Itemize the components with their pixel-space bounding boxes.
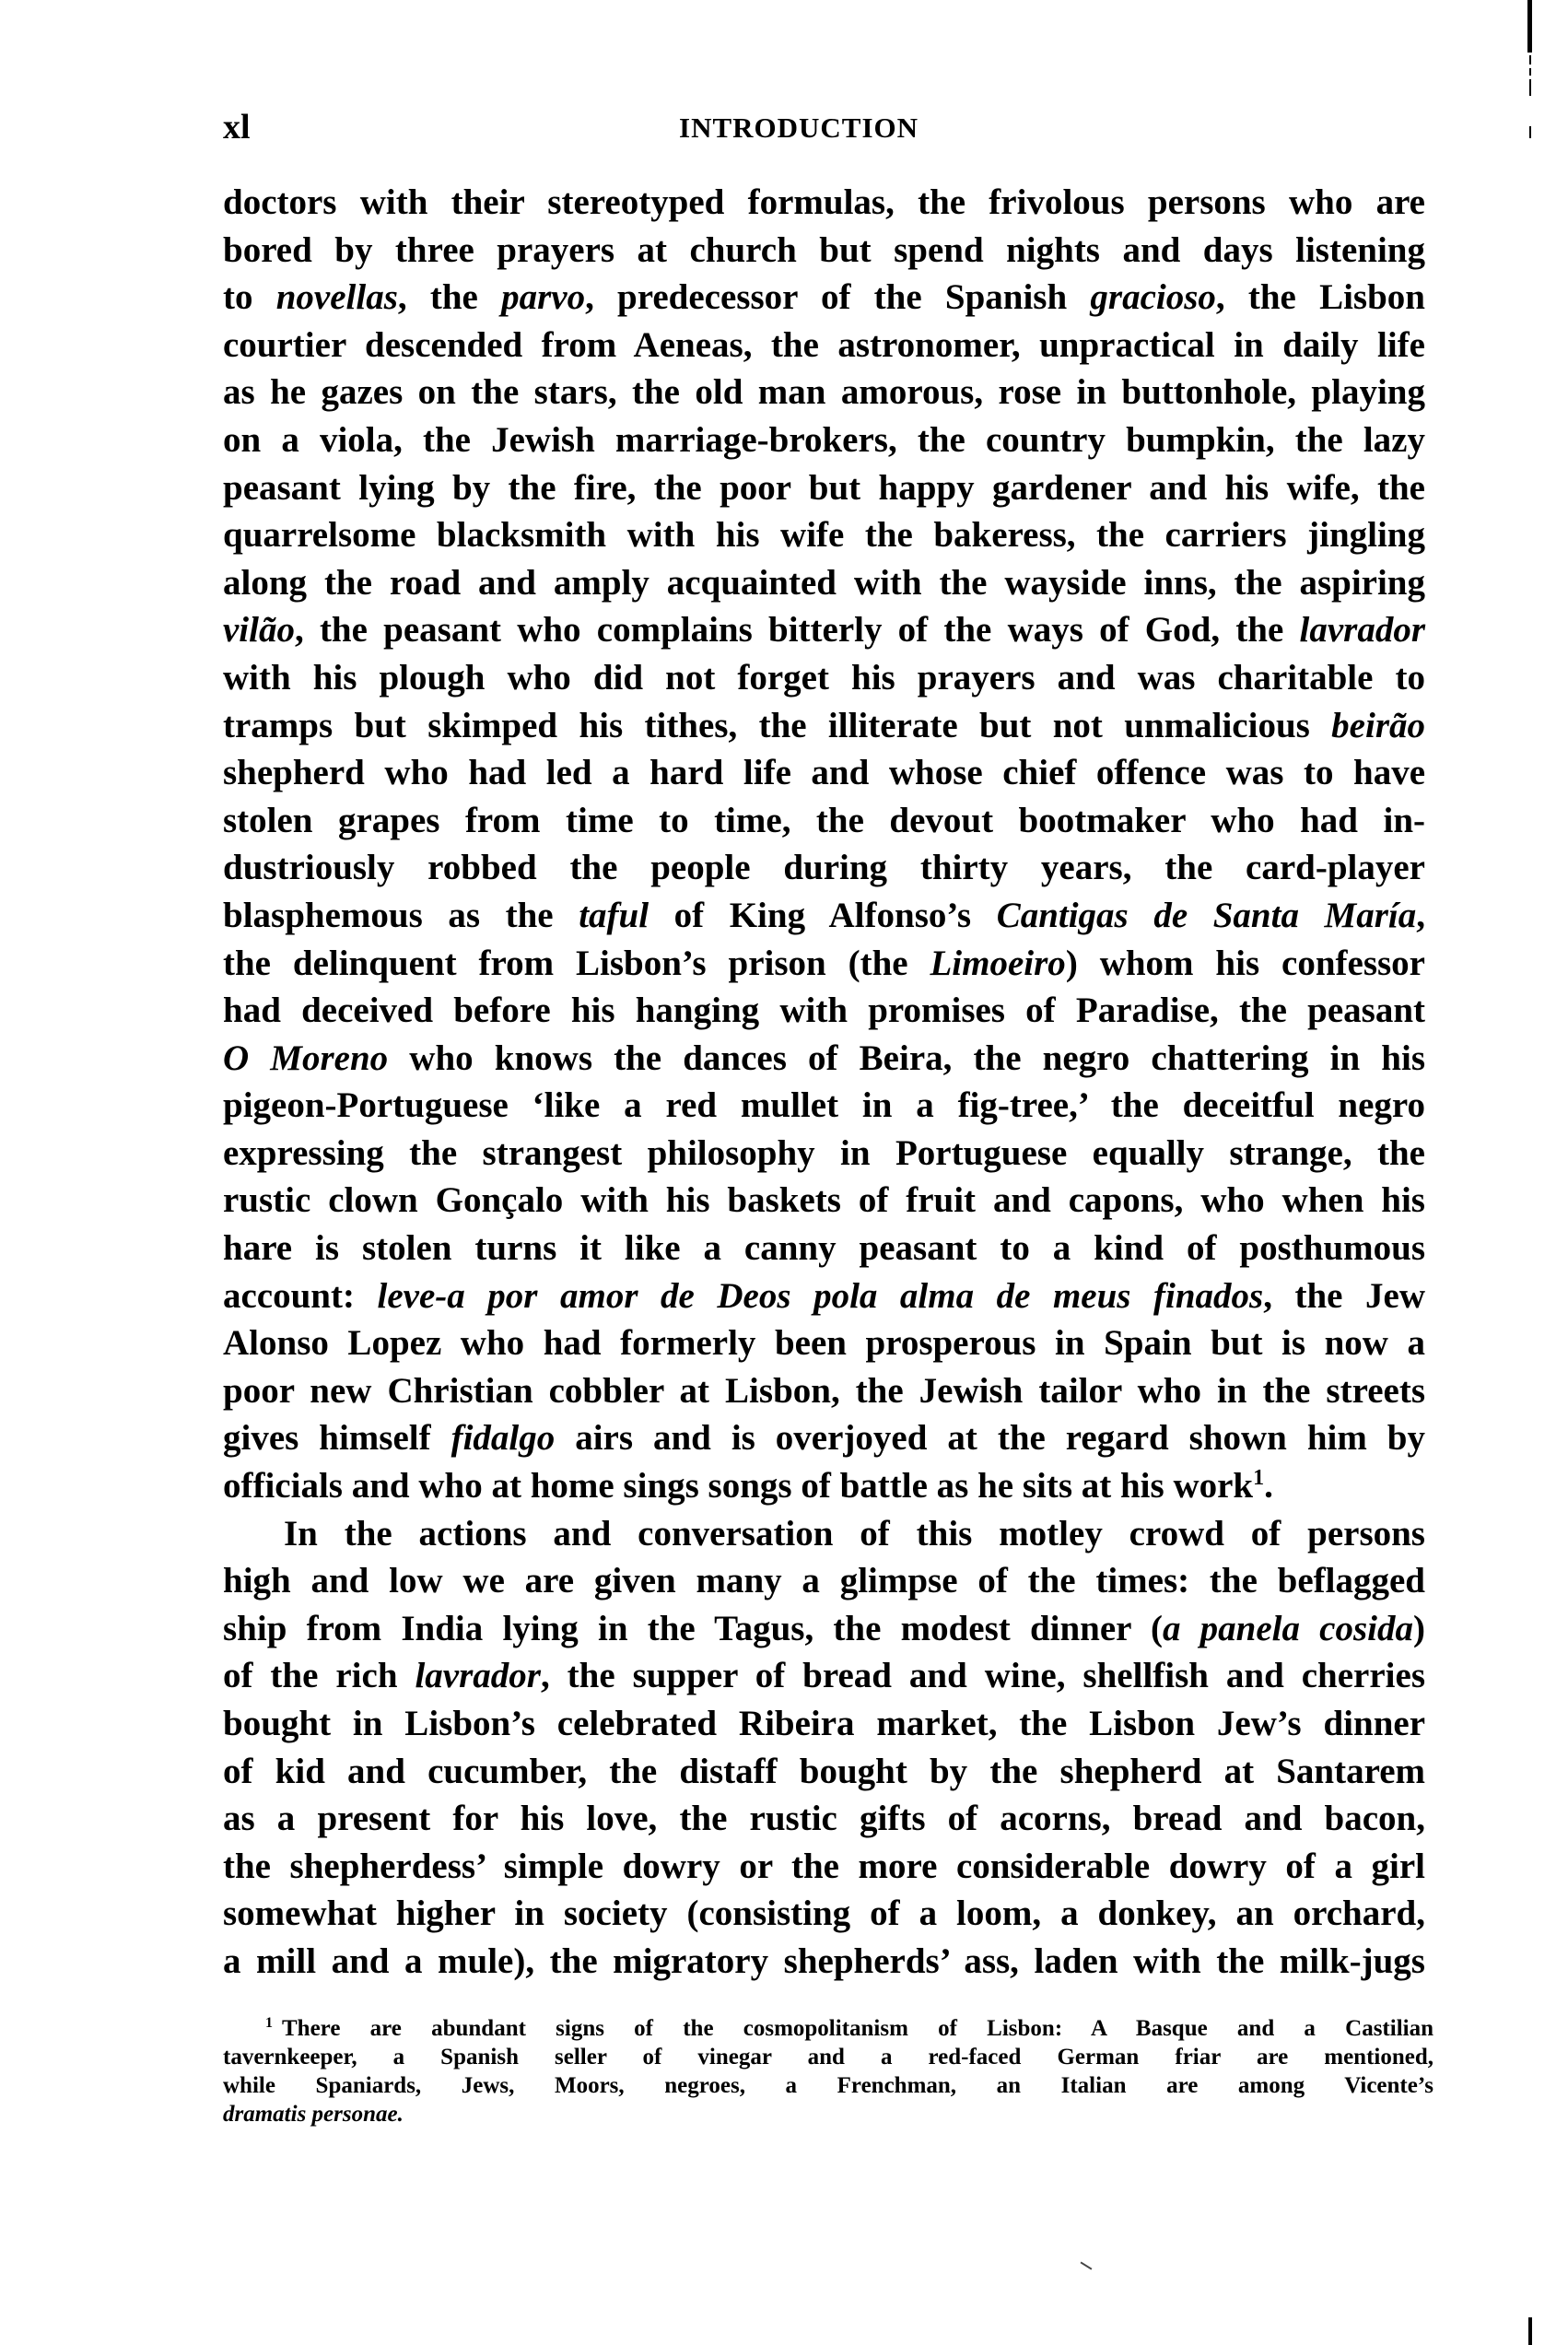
text-run: of King Alfonso’s [649, 895, 997, 935]
text-run: , the supper of bread and wine, shellfish and cherries [540, 1656, 1425, 1696]
text-run: , the Lisbon [1215, 277, 1425, 318]
scan-edge-mark [1529, 68, 1531, 76]
footnote [223, 2014, 1433, 2128]
scan-edge-mark [1528, 2317, 1532, 2345]
text-line [223, 1319, 1425, 1367]
text-line [223, 940, 1425, 988]
text-line [223, 844, 1425, 892]
text-line [223, 1225, 1425, 1272]
footnote-marker: 1 [265, 2015, 273, 2031]
scan-edge-mark [1529, 79, 1531, 96]
italic-phrase: lavrador [415, 1656, 541, 1696]
text-line [223, 1748, 1425, 1796]
text-run: , the peasant who complains bitterly of the ways of God, the [294, 610, 1300, 651]
text-line [223, 511, 1425, 559]
text-line [223, 1795, 1425, 1843]
text-line [223, 1557, 1425, 1605]
text-run: airs and is overjoyed at the regard shown him by [555, 1418, 1425, 1459]
text-run: with his plough who did not forget his prayers and was charitable to [223, 657, 1425, 698]
text-line [223, 1130, 1425, 1178]
text-run: of kid and cucumber, the distaff bought by the shepherd at Santarem [223, 1751, 1425, 1791]
text-line [223, 606, 1425, 654]
text-run: ship from India lying in the Tagus, the modest dinner ( [223, 1608, 1163, 1648]
italic-phrase: lavrador [1299, 610, 1425, 651]
scan-edge-mark [1529, 55, 1531, 64]
text-run: poor new Christian cobbler at Lisbon, the Jewish tailor who in the streets [223, 1370, 1425, 1411]
text-run: There are abundant signs of the cosmopolitanism of Lisbon: A Basque and a Castilian [282, 2016, 1433, 2041]
text-run: pigeon-Portuguese ‘like a red mullet in a fig-tree,’ the deceitful negro [223, 1085, 1425, 1126]
text-run: , [1416, 895, 1425, 935]
text-run: In the actions and conversation of this motley crowd of persons [284, 1513, 1425, 1554]
text-line [223, 1462, 1425, 1510]
italic-phrase: novellas [275, 277, 398, 318]
text-line [223, 1035, 1425, 1083]
text-line [223, 559, 1425, 607]
text-run: the shepherdess’ simple dowry or the more considerable dowry of a girl [223, 1846, 1425, 1886]
scan-speck [1081, 2261, 1093, 2269]
body-text [223, 179, 1425, 1986]
text-run: bored by three prayers at church but spend nights and days listening [223, 229, 1425, 270]
text-line [223, 1843, 1425, 1891]
text-run: as a present for his love, the rustic gifts of acorns, bread and bacon, [223, 1799, 1425, 1839]
footnote-line [223, 2071, 1433, 2100]
text-run: to [223, 277, 276, 318]
text-line [223, 1938, 1425, 1986]
text-run: . [1264, 1466, 1273, 1507]
text-line [223, 369, 1425, 416]
italic-phrase: Limoeiro [930, 943, 1066, 983]
italic-phrase: Cantigas de Santa María [996, 895, 1417, 935]
text-line [223, 1605, 1425, 1653]
footnote-line [223, 2100, 1433, 2128]
footnote-reference[interactable]: 1 [1253, 1466, 1265, 1491]
text-run: ) whom his confessor [1065, 943, 1425, 983]
text-line [223, 416, 1425, 464]
italic-phrase: taful [579, 895, 649, 935]
text-run: expressing the strangest philosophy in Portuguese equally strange, the [223, 1132, 1425, 1173]
text-run: who knows the dances of Beira, the negro chattering in his [388, 1038, 1425, 1078]
paragraph [223, 1510, 1425, 1986]
text-run: a mill and a mule), the migratory shepherds’ ass, laden with the milk-jugs [223, 1940, 1425, 1981]
text-line [223, 1652, 1425, 1700]
text-line [223, 987, 1425, 1035]
text-run: along the road and amply acquainted with the wayside inns, the aspiring [223, 562, 1425, 603]
text-line [223, 1177, 1425, 1225]
text-line [223, 322, 1425, 369]
text-line [223, 464, 1425, 512]
text-line [223, 702, 1425, 750]
text-run: while Spaniards, Jews, Moors, negroes, a Frenchman, an Italian are among Vicente’s [223, 2073, 1433, 2098]
text-run: as he gazes on the stars, the old man amorous, rose in buttonhole, playing [223, 372, 1425, 413]
italic-phrase: gracioso [1090, 277, 1216, 318]
text-run: somewhat higher in society (consisting of a loom, a donkey, an orchard, [223, 1894, 1425, 1934]
text-line [223, 797, 1425, 845]
text-run: peasant lying by the fire, the poor but happy gardener and his wife, the [223, 467, 1425, 508]
text-run: ) [1413, 1608, 1425, 1648]
text-line [223, 179, 1425, 227]
text-run: dustriously robbed the people during thirty years, the card-player [223, 848, 1425, 888]
text-line [223, 227, 1425, 275]
text-run: stolen grapes from time to time, the devout bootmaker who had in- [223, 800, 1425, 840]
text-run: doctors with their stereotyped formulas, the frivolous persons who are [223, 182, 1425, 222]
text-run: shepherd who had led a hard life and whose chief offence was to have [223, 753, 1425, 793]
footnote-line [223, 2014, 1433, 2043]
text-run: on a viola, the Jewish marriage-brokers, the country bumpkin, the lazy [223, 419, 1425, 460]
italic-phrase: a panela cosida [1162, 1608, 1413, 1648]
text-run: bought in Lisbon’s celebrated Ribeira market, the Lisbon Jew’s dinner [223, 1704, 1425, 1743]
text-line [223, 1367, 1425, 1415]
text-line [223, 1700, 1425, 1748]
italic-phrase: beirão [1331, 705, 1425, 745]
text-run: rustic clown Gonçalo with his baskets of fruit and capons, who when his [223, 1180, 1425, 1221]
italic-phrase: vilão [223, 610, 295, 651]
text-run: Alonso Lopez who had formerly been prosperous in Spain but is now a [223, 1323, 1425, 1364]
text-run: officials and who at home sings songs of battle as he sits at his work [223, 1466, 1254, 1507]
text-run: tramps but skimped his tithes, the illiterate but not unmalicious [223, 705, 1332, 745]
text-run: the delinquent from Lisbon’s prison (the [223, 943, 930, 983]
text-run: high and low we are given many a glimpse of the times: the beflagged [223, 1561, 1425, 1601]
text-line [223, 1082, 1425, 1130]
text-line [223, 1890, 1425, 1938]
text-run: of the rich [223, 1656, 415, 1696]
scan-edge-mark [1527, 0, 1532, 53]
text-run: , predecessor of the Spanish [585, 277, 1091, 318]
page-number: xl [223, 108, 251, 147]
text-line [223, 1272, 1425, 1320]
text-run: had deceived before his hanging with promises of Paradise, the peasant [223, 991, 1425, 1031]
italic-phrase: O Moreno [223, 1038, 389, 1078]
text-run: tavernkeeper, a Spanish seller of vinegar and a red-faced German friar are mentioned, [223, 2045, 1433, 2069]
text-run: , the [397, 277, 502, 318]
text-run: account: [223, 1275, 378, 1316]
text-run: , the Jew [1263, 1275, 1425, 1316]
text-run: hare is stolen turns it like a canny peasant to a kind of posthumous [223, 1228, 1425, 1269]
text-run: quarrelsome blacksmith with his wife the bakeress, the carriers jingling [223, 515, 1425, 556]
text-run: courtier descended from Aeneas, the astronomer, unpractical in daily life [223, 324, 1425, 365]
text-line [223, 274, 1425, 322]
text-run: blasphemous as the [223, 895, 579, 935]
italic-phrase: dramatis personae. [223, 2102, 404, 2127]
running-head: INTRODUCTION [679, 111, 919, 144]
italic-phrase: fidalgo [451, 1418, 556, 1459]
footnote-line [223, 2043, 1433, 2071]
text-line [223, 1510, 1425, 1558]
italic-phrase: leve-a por amor de Deos pola alma de meus finados [377, 1275, 1264, 1316]
scan-edge-mark [1529, 126, 1531, 138]
italic-phrase: parvo [501, 277, 586, 318]
text-line [223, 1414, 1425, 1462]
text-line [223, 892, 1425, 940]
text-line [223, 654, 1425, 702]
text-line [223, 749, 1425, 797]
text-run: gives himself [223, 1418, 451, 1459]
paragraph [223, 179, 1425, 1510]
